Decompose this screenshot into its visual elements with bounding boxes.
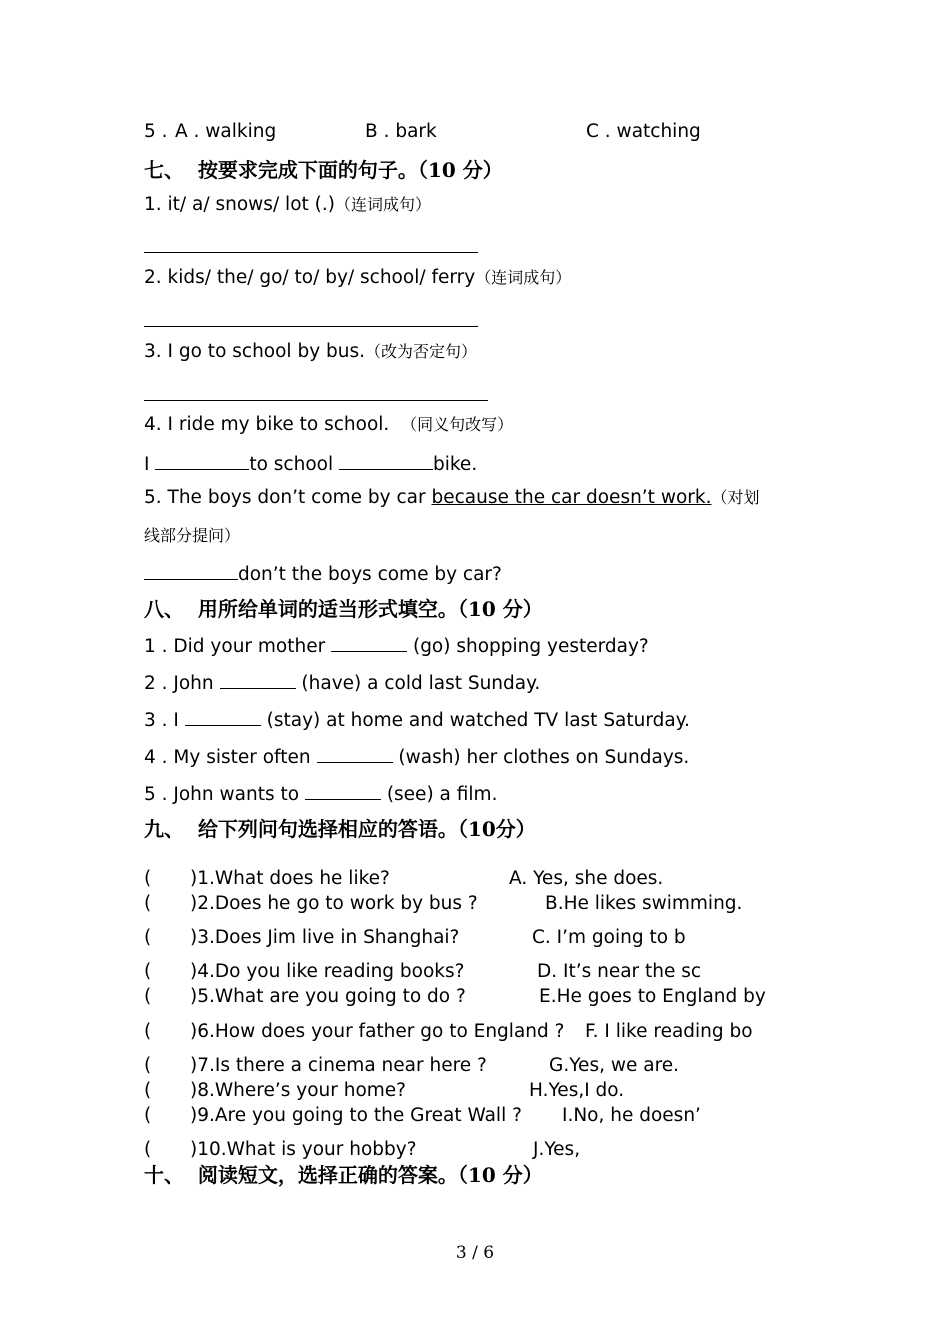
q6-item-5-option-a: A . walking — [175, 121, 277, 142]
s7-item-2 — [144, 266, 571, 290]
q6-item-5-number: 5 . — [144, 121, 168, 142]
s7-item-2-text: 2. kids/ the/ go/ to/ by/ school/ ferry — [144, 267, 476, 288]
answer-blank[interactable] — [144, 560, 238, 580]
s8-item-text: 5 . John wants to — [144, 784, 305, 805]
s7-item-5-underlined-part: because the car doesn’t work. — [431, 487, 712, 508]
match-row — [144, 1079, 625, 1103]
q6-item-5-option-b: B . bark — [365, 121, 437, 142]
s7-item-5 — [144, 486, 759, 510]
s7-item-3 — [144, 340, 477, 364]
answer-line[interactable] — [144, 400, 488, 401]
match-row — [144, 867, 664, 891]
s7-item-4-note: （同义句改写） — [401, 415, 514, 434]
answer-line[interactable] — [144, 326, 478, 327]
match-answer: C. I’m going to b — [532, 927, 686, 948]
s7-item-1-text: 1. it/ a/ snows/ lot (.) — [144, 194, 335, 215]
answer-paren[interactable]: ( — [144, 1021, 152, 1042]
fill-blank[interactable] — [185, 706, 261, 726]
q6-item-5-option-c: C . watching — [586, 121, 701, 142]
match-question: )8.Where’s your home? — [190, 1080, 406, 1101]
fill-blank[interactable] — [331, 632, 407, 652]
s7-item-3-text: 3. I go to school by bus. — [144, 341, 366, 362]
fill-blank[interactable] — [305, 780, 381, 800]
s7-item-5-note-continued: 线部分提问） — [144, 526, 241, 545]
answer-middle: to school — [249, 454, 339, 475]
s7-item-2-note: （连词成句） — [475, 268, 572, 287]
match-row — [144, 1104, 701, 1128]
s7-item-3-note: （改为否定句） — [365, 342, 478, 361]
answer-paren[interactable]: ( — [144, 961, 152, 982]
answer-paren[interactable]: ( — [144, 1080, 152, 1101]
s8-item-text: 1 . Did your mother — [144, 636, 332, 657]
match-row — [144, 985, 766, 1009]
s8-item-text: (wash) her clothes on Sundays. — [392, 747, 690, 768]
match-answer: B.He likes swimming. — [545, 893, 743, 914]
fill-blank[interactable] — [317, 743, 393, 763]
match-row — [144, 926, 686, 950]
match-question: )2.Does he go to work by bus ? — [190, 893, 478, 914]
s8-item — [144, 706, 690, 733]
match-question: )9.Are you going to the Great Wall ? — [190, 1105, 522, 1126]
s8-item-text: (see) a film. — [380, 784, 498, 805]
s8-item — [144, 669, 540, 696]
s7-item-5-answer — [144, 560, 502, 587]
s8-item-text: (stay) at home and watched TV last Saturday. — [260, 710, 690, 731]
s7-item-4-text: 4. I ride my bike to school. — [144, 414, 402, 435]
match-answer: A. Yes, she does. — [509, 868, 664, 889]
match-question: )10.What is your hobby? — [190, 1139, 417, 1160]
match-answer: G.Yes, we are. — [549, 1055, 680, 1076]
match-question: )4.Do you like reading books? — [190, 961, 465, 982]
s7-item-4-answer — [144, 450, 477, 477]
answer-blank[interactable] — [339, 450, 433, 470]
match-answer: H.Yes,I do. — [529, 1080, 625, 1101]
answer-end: bike. — [433, 454, 478, 475]
s7-item-4 — [144, 413, 513, 437]
s7-item-1-note: （连词成句） — [334, 195, 431, 214]
match-question: )3.Does Jim live in Shanghai? — [190, 927, 460, 948]
s7-item-5-text: 5. The boys don’t come by car — [144, 487, 432, 508]
s7-item-5-note: （对划 — [711, 488, 760, 507]
answer-paren[interactable]: ( — [144, 1105, 152, 1126]
match-row — [144, 960, 702, 984]
match-answer: J.Yes, — [533, 1139, 581, 1160]
answer-line[interactable] — [144, 252, 478, 253]
s8-item — [144, 780, 497, 807]
section-7-heading: 七、 按要求完成下面的句子。（10 分） — [144, 158, 503, 182]
section-10-heading: 十、 阅读短文，选择正确的答案。（10 分） — [144, 1163, 543, 1187]
match-answer: E.He goes to England by — [539, 986, 766, 1007]
match-row — [144, 1054, 680, 1078]
section-8-heading: 八、 用所给单词的适当形式填空。（10 分） — [144, 597, 543, 621]
match-answer: F. I like reading bo — [585, 1021, 753, 1042]
answer-paren[interactable]: ( — [144, 1055, 152, 1076]
match-row — [144, 1020, 753, 1044]
answer-paren[interactable]: ( — [144, 1139, 152, 1160]
answer-tail: don’t the boys come by car? — [238, 564, 502, 585]
match-answer: I.No, he doesn’ — [562, 1105, 701, 1126]
answer-paren[interactable]: ( — [144, 986, 152, 1007]
match-row — [144, 892, 743, 916]
s8-item-text: 4 . My sister often — [144, 747, 317, 768]
match-question: )6.How does your father go to England ? — [190, 1021, 565, 1042]
answer-blank[interactable] — [155, 450, 249, 470]
s8-item-text: (have) a cold last Sunday. — [295, 673, 541, 694]
s8-item-text: 2 . John — [144, 673, 220, 694]
page-number: 3 / 6 — [455, 1243, 495, 1263]
match-question: )5.What are you going to do ? — [190, 986, 466, 1007]
answer-paren[interactable]: ( — [144, 868, 152, 889]
fill-blank[interactable] — [220, 669, 296, 689]
section-9-heading: 九、 给下列问句选择相应的答语。（10分） — [144, 817, 536, 841]
match-question: )7.Is there a cinema near here ? — [190, 1055, 487, 1076]
match-question: )1.What does he like? — [190, 868, 390, 889]
s8-item-text: 3 . I — [144, 710, 185, 731]
s8-item-text: (go) shopping yesterday? — [407, 636, 649, 657]
s7-item-1 — [144, 193, 431, 217]
answer-start: I — [144, 454, 156, 475]
answer-paren[interactable]: ( — [144, 927, 152, 948]
s8-item — [144, 743, 689, 770]
match-row — [144, 1138, 581, 1162]
s8-item — [144, 632, 649, 659]
match-answer: D. It’s near the sc — [537, 961, 702, 982]
answer-paren[interactable]: ( — [144, 893, 152, 914]
